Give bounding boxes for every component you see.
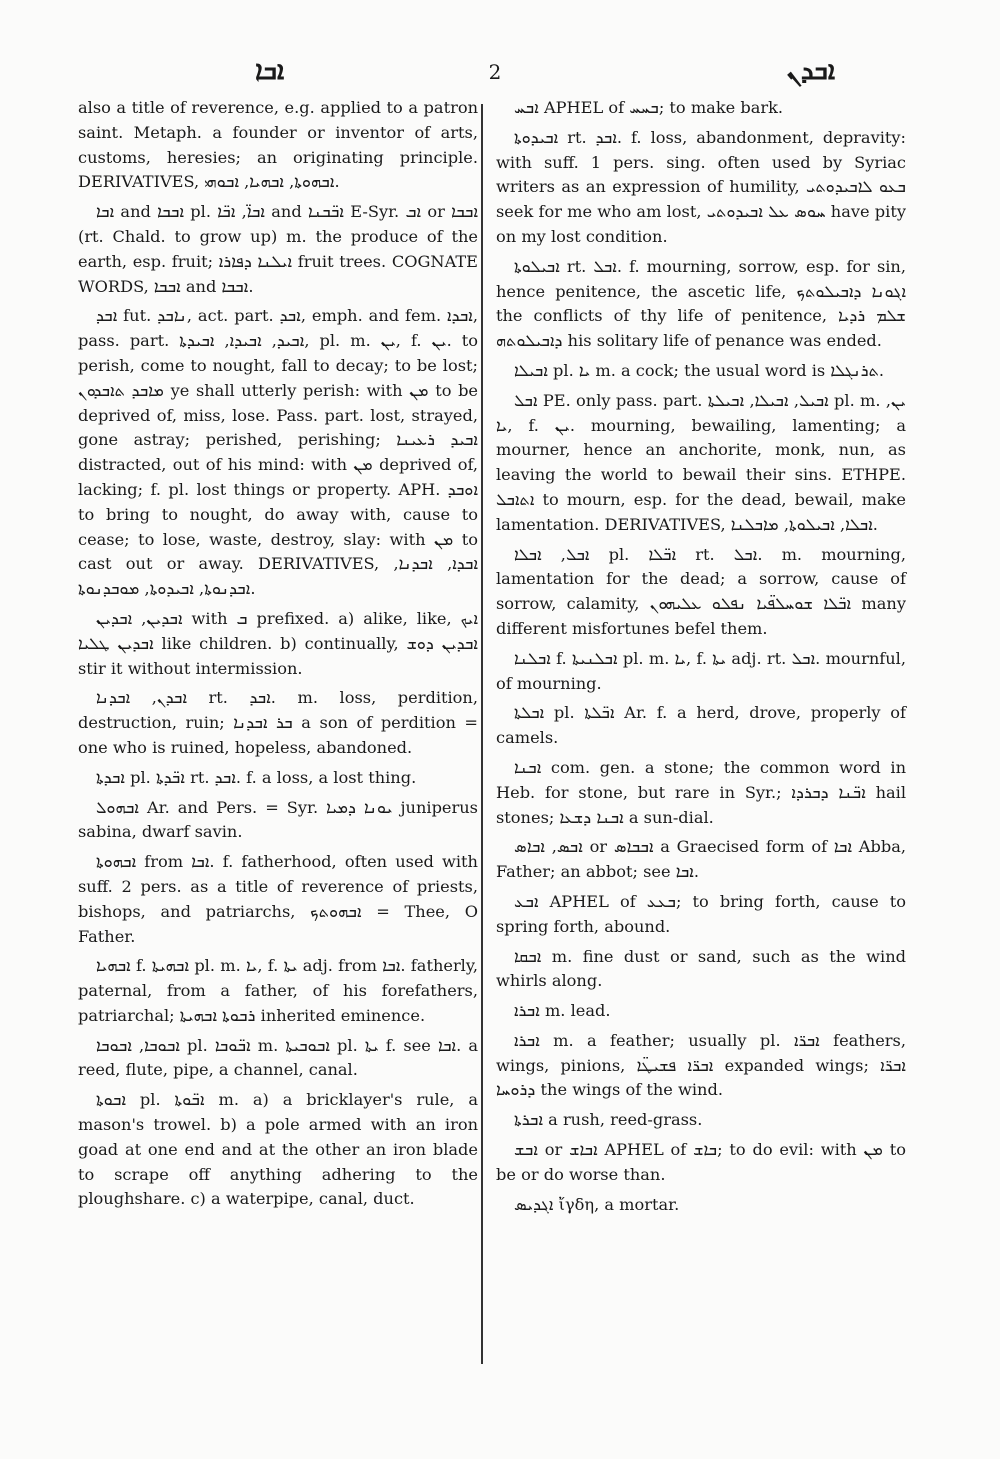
dictionary-entry: ܐܒܘܒܐ, ܐܒܘܒܐ pl. ܐܒ̈ܘܒܐ m. ܐܒܘܒܝܬܐ pl. ܝܬܐ f. see ܐܒܐ. a reed, flute, pipe, a channel, canal. (78, 1035, 478, 1080)
page-header (0, 56, 1000, 92)
dictionary-entry: ܐܒܥ APHEL of ܒܥܥ; to bring forth, cause to spring forth, abound. (496, 891, 906, 936)
dictionary-entry: ܐܒܩܐ m. fine dust or sand, such as the wind whirls along. (496, 946, 906, 991)
dictionary-entry: ܐܒܕܝܢ, ܐܒܕܝܢ with ܒ prefixed. a) alike, like, ܐܝܟ ܐܒܕܝܢ ܛܠܝܐ like children. b) continually, ܐܒܕܝܢ ܕܘܫ stir it without intermission. (78, 608, 478, 678)
dictionary-entry: ܐܒܠ PE. only pass. part. ܐܒܝܠ, ܐܒܝܠܐ, ܐܒܝܠܬܐ pl. m. ܝܢ, ܝܐ, f. ܝܢ. mourning, bewailing, lamenting; a mourner, hence an anchorite, monk, nun, as leaving the world to bewail their sins. ETHPE. ܐܬܐܒܠ to mourn, esp. for the dead, bewail, make lamentation. DERIVATIVES, ܐܒܠܐ, ܐܒܝܠܘܬܐ, ܡܐܒܠܢܐ. (496, 390, 906, 534)
dictionary-entry: ܐܒܪܬܐ a rush, reed-grass. (514, 1110, 703, 1130)
dictionary-entry: ܐܒܫ or ܐܒܐܫ APHEL of ܒܐܫ; to do evil: with ܡܢ to be or do worse than. (496, 1140, 906, 1184)
dictionary-entry: ܐܒܗܘܬܐ from ܐܒܐ. f. fatherhood, often used with suff. 2 pers. as a title of reverence of priests, bishops, and patriarchs, ܐܒܗܘܬܟ = Thee, O Father. (78, 852, 478, 946)
dictionary-entry: ܐܒܠܢܐ f. ܐܒܠܢܝܬܐ pl. m. ܝܐ, f. ܝܬܐ adj. rt. ܐܒܠ. mournful, of mourning. (496, 648, 906, 693)
dictionary-entry: ܐܒܝܠܘܬܐ rt. ܐܒܠ. f. mourning, sorrow, esp. for sin, hence penitence, the ascetic life, ܐܓܘܢܐ ܕܐܒܝܠܘܬܟ the conflicts of thy life of penitence, ܫܠܡ ܪܕܝܐ ܕܐܒܝܠܘܬܗ his solitary life of penance was ended. (496, 256, 906, 351)
dictionary-entry: also a title of reverence, e.g. applied to a patron saint. Metaph. a founder or inventor of arts, customs, heresies; an originating principle. DERIVATIVES, ܐܒܗܘܬܐ, ܐܒܗܝܐ, ܐܒܘܗܝ. (78, 98, 478, 192)
dictionary-entry: ܐܒܕ fut. ܢܐܒܕ, act. part. ܐܒܕ, emph. and fem. ܐܒܕܐ, pass. part. ܐܒܝܕ, ܐܒܝܕܐ, ܐܒܝܕܬܐ, pl. m. ܝܢ, f. ܝܢ. to perish, come to nought, fall to decay; to be lost; ܡܐܒܕ ܬܐܒܕܘܢ ye shall utterly perish: with ܡܢ to be deprived of, miss, lose. Pass. part. lost, strayed, gone astray; perished, perishing; ܐܒܝܕ ܪܥܝܢܐ distracted, out of his mind: with ܡܢ deprived of, lacking; f. pl. lost things or property. APH. ܐܘܒܕ to bring to nought, do away with, cause to cease; to lose, waste, destroy, slay: with ܡܢ to cast out or away. DERIVATIVES, ܐܒܕܐ, ܐܒܕܢܐ, ܐܒܕܢܘܬܐ, ܐܒܝܕܘܬܐ, ܡܘܒܕܢܘܬܐ. (78, 306, 479, 599)
dictionary-entry: ܐܒܕܬܐ pl. ܐܒ̈ܕܬܐ rt. ܐܒܕ. f. a loss, a lost thing. (96, 767, 417, 787)
dictionary-entry: ܐܒܪܐ m. lead. (514, 1001, 611, 1021)
dictionary-entry: ܐܒܠܬܐ pl. ܐܒ̈ܠܬܐ Ar. f. a herd, drove, properly of camels. (496, 703, 907, 748)
left-running-head: ܐܒܐ (255, 56, 285, 86)
dictionary-entry: ܐܒܝܕܘܬܐ rt. ܐܒܕ. f. loss, abandonment, depravity: with suff. 1 pers. sing. often used by Syriac writers as an expression of humility, ܒܥܘ ܠܐܒܝܕܘܬܝ seek for me who am lost, ܚܘܣ ܥܠ ܐܒܝܕܘܬܝ have pity on my lost condition. (496, 127, 906, 246)
dictionary-entry: ܐܒܕܢ, ܐܒܕܢܐ rt. ܐܒܕ. m. loss, perdition, destruction, ruin; ܒܪ ܐܒܕܢܐ a son of perdition = one who is ruined, hopeless, abandoned. (78, 688, 478, 757)
dictionary-entry: ܐܒܗܘܠ Ar. and Pers. = Syr. ܝܘܢܐ ܕܡܝܐ juniperus sabina, dwarf savin. (78, 797, 478, 842)
dictionary-entry: ܐܒܢܐ com. gen. a stone; the common word in Heb. for stone, but rare in Syr.; ܐܒ̈ܢܐ ܕܒܪܕܐ hail stones; ܐܒܢܐ ܕܫܥܐ a sun-dial. (496, 757, 907, 827)
right-running-head: ܐܒܕܢ (786, 56, 835, 86)
dictionary-entry: ܐܒܚ APHEL of ܒܚܚ; to make bark. (514, 98, 784, 117)
column-divider (481, 104, 483, 1364)
dictionary-entry: ܐܒܣ, ܐܒܐܣ or ܐܒܒܐܣ a Graecised form of ܐܒܐ Abba, Father; an abbot; see ܐܒܐ. (496, 837, 906, 882)
dictionary-entry: ܐܒܘܬܐ pl. ܐܒ̈ܘܬܐ m. a) a bricklayer's rule, a mason's trowel. b) a pole armed with an iron goad at one end and at the other an iron blade to scrape off anything adhering to the ploughshare. c) a waterpipe, canal, duct. (78, 1090, 479, 1209)
dictionary-entry: ܐܒܐ and ܐܒܒܐ pl. ܐܒܐ̈, ܐܒ̈ܐ and ܐܒ̈ܒܢܐ E-Syr. ܐܒ or ܐܒܒܐ (rt. Chald. to grow up) m. the produce of the earth, esp. fruit; ܐܝܠܢܐ ܕܦܐܪܐ fruit trees. COGNATE WORDS, ܐܒܒܐ and ܐܒܒܐ. (78, 202, 478, 296)
dictionary-entry: ܐܒܝܠܐ pl. ܝܐ m. a cock; the usual word is ܬܪܢܓܠܐ. (514, 360, 885, 380)
dictionary-entry: ܐܒܪܐ m. a feather; usually pl. ܐܒܪ̈ܐ feathers, wings, pinions, ܐܒܪ̈ܐ ܦܫܝܛ̈ܐ expanded wings; ܐܒܪ̈ܐ ܕܪܘܚܐ the wings of the wind. (496, 1030, 906, 1100)
right-column (496, 96, 906, 1222)
dictionary-entry: ܐܒܗܝܐ f. ܐܒܗܝܬܐ pl. m. ܝܐ, f. ܝܬܐ adj. from ܐܒܐ. fatherly, paternal, from a father, of his forefathers, patriarchal; ܪܒܘܬܐ ܐܒܗܝܬܐ inherited eminence. (78, 956, 479, 1025)
dictionary-entry: ܐܒܠ, ܐܒܠܐ pl. ܐܒ̈ܠܐ rt. ܐܒܠ. m. mourning, lamentation for the dead; a sorrow, cause of sorrow, calamity, ܐܒ̈ܠܐ ܫܘܚܠܦ̈ܝܐ ܢܦܠܘ ܥܠܝܗܘܢ many different misfortunes befel them. (496, 544, 906, 638)
dictionary-entry: ܐܓܕܝܣ ἴγδη, a mortar. (514, 1194, 680, 1214)
page-number: 2 (488, 60, 502, 84)
left-column (78, 96, 478, 1217)
